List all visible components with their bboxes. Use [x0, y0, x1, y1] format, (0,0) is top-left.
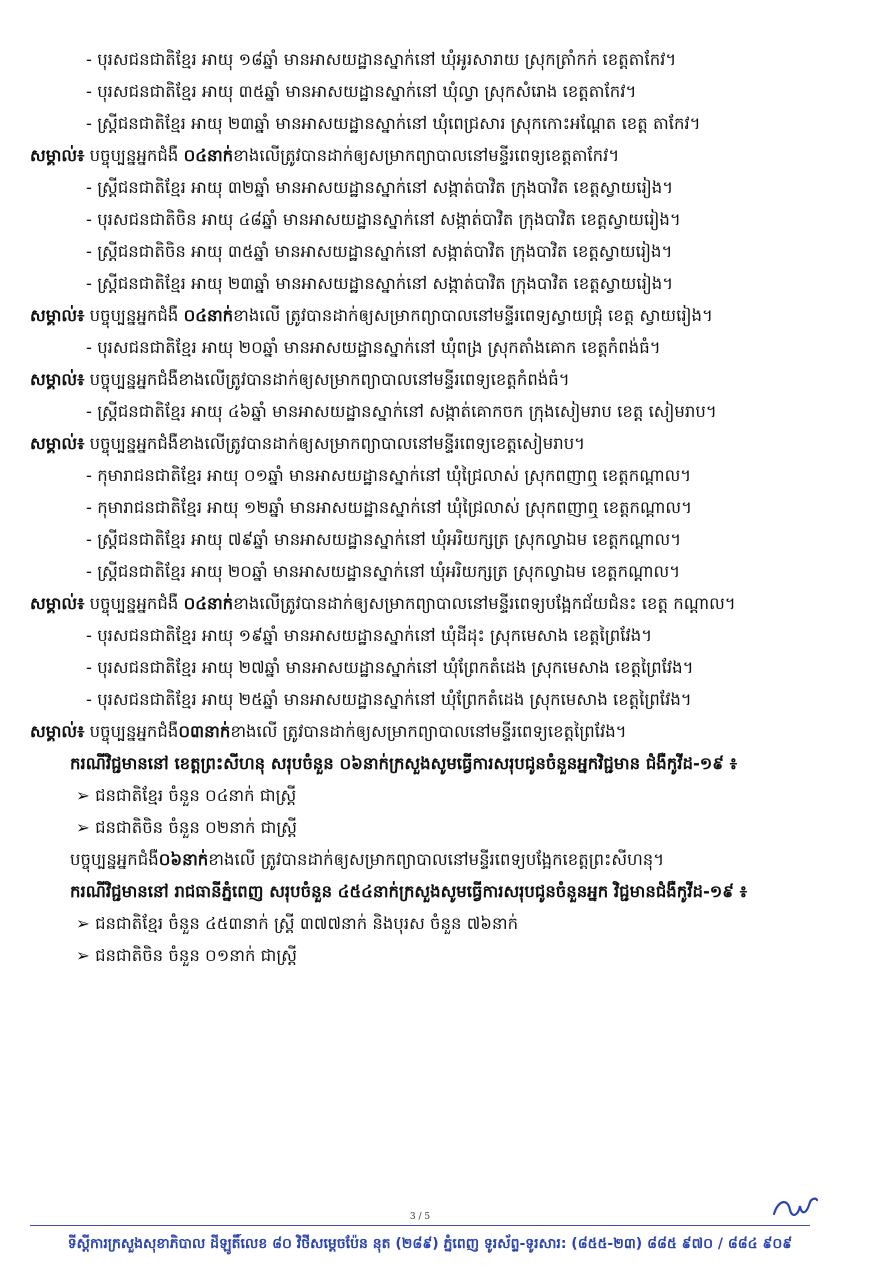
- document-body: [30, 44, 820, 972]
- patient-count: ០៤នាក់: [183, 306, 234, 325]
- status-paragraph: បច្ចុប្បន្នអ្នកជំងឺ០៦នាក់ខាងលើ ត្រូវបានដាក់ឲ្យសម្រាកព្យាបាលនៅមន្ទីរពេទ្យបង្អែកខេត្តព្រះសីហនុ។: [70, 850, 665, 869]
- signature-icon: [770, 1192, 820, 1222]
- case-item: - ស្ត្រីជនជាតិខ្មែរ អាយុ ២៣ឆ្នាំ មានអាសយដ្ឋានស្នាក់នៅ សង្កាត់បាវិត ក្រុងបាវិត ខេត្តស្វាយរៀង។: [86, 274, 674, 293]
- note-label: សម្គាល់៖: [30, 722, 85, 741]
- case-item: - បុរសជនជាតិខ្មែរ អាយុ ២៥ឆ្នាំ មានអាសយដ្ឋានស្នាក់នៅ ឃុំព្រែកតំដេង ស្រុកមេសាង ខេត្តព្រៃវែង។: [86, 690, 692, 709]
- case-item: - ស្ត្រីជនជាតិខ្មែរ អាយុ ៣២ឆ្នាំ មានអាសយដ្ឋានស្នាក់នៅ សង្កាត់បាវិត ក្រុងបាវិត ខេត្តស្វាយរៀង។: [86, 178, 674, 197]
- case-item: - បុរសជនជាតិខ្មែរ អាយុ ២៧ឆ្នាំ មានអាសយដ្ឋានស្នាក់នៅ ឃុំព្រែកតំដេង ស្រុកមេសាង ខេត្តព្រៃវែង។: [86, 658, 694, 677]
- note-label: សម្គាល់៖: [30, 594, 85, 613]
- footer-address: ទីស្តីការក្រសួងសុខាភិបាល ដីឡូតិ៍លេខ ៨០ វិថីសម្តេចប៉ែន នុត (២៨៩) ភ្នំពេញ ទូរស័ព្ទ-ទូរសារ: (៨៥៥-២៣) ៨៨៥ ៩៧០ / ៨៨៤ ៩០៩: [67, 1236, 793, 1252]
- patient-count: ០៣នាក់: [178, 722, 231, 741]
- summary-item: ➢ ជនជាតិខ្មែរ ចំនួន ០៤នាក់ ជាស្ត្រី: [76, 786, 297, 805]
- patient-count: ០៤នាក់: [183, 594, 234, 613]
- case-item: - ស្ត្រីជនជាតិខ្មែរ អាយុ ២៣ឆ្នាំ មានអាសយដ្ឋានស្នាក់នៅ ឃុំពេជ្រសារ ស្រុកកោះអណ្តែត ខេត្ត តាកែវ។: [86, 114, 701, 133]
- patient-count: ០៦នាក់: [158, 850, 209, 869]
- case-item: - កុមារាជនជាតិខ្មែរ អាយុ ១២ឆ្នាំ មានអាសយដ្ឋានស្នាក់នៅ ឃុំជ្រៃលាស់ ស្រុកពញាឮ ខេត្តកណ្តាល។: [86, 498, 692, 517]
- case-item: - បុរសជនជាតិខ្មែរ អាយុ ២០ឆ្នាំ មានអាសយដ្ឋានស្នាក់នៅ ឃុំពង្រ ស្រុកតាំងគោក ខេត្តកំពង់ធំ។: [86, 338, 661, 357]
- summary-item: ➢ ជនជាតិខ្មែរ ចំនួន ៤៥៣នាក់ ស្ត្រី ៣៧៧នាក់ និងបុរស ចំនួន ៧៦នាក់: [76, 914, 519, 933]
- case-item: - ស្ត្រីជនជាតិខ្មែរ អាយុ ៧៩ឆ្នាំ មានអាសយដ្ឋានស្នាក់នៅ ឃុំអរិយក្សត្រ ស្រុកល្វាឯម ខេត្តកណ្តាល។: [86, 530, 682, 549]
- note-label: សម្គាល់៖: [30, 370, 85, 389]
- note-label: សម្គាល់៖: [30, 146, 85, 165]
- section-heading: ករណីវិជ្ជមាននៅ ខេត្តព្រះសីហនុ សរុបចំនួន ០៦នាក់ក្រសួងសូមធ្វើការសរុបជូនចំនួនអ្នកវិជ្ជមាន ជំងឺកូវីដ-១៩ ៖: [70, 754, 737, 773]
- case-item: - ស្ត្រីជនជាតិខ្មែរ អាយុ ៤៦ឆ្នាំ មានអាសយដ្ឋានស្នាក់នៅ សង្កាត់គោកចក ក្រុងសៀមរាប ខេត្ត សៀមរាប។: [86, 402, 717, 421]
- page-number: 3 / 5: [409, 1212, 431, 1222]
- note-line: សម្គាល់៖ បច្ចុប្បន្នអ្នកជំងឺខាងលើត្រូវបានដាក់ឲ្យសម្រាកព្យាបាលនៅមន្ទីរពេទ្យខេត្តសៀមរាប។: [30, 434, 586, 453]
- case-item: - កុមារាជនជាតិខ្មែរ អាយុ ០១ឆ្នាំ មានអាសយដ្ឋានស្នាក់នៅ ឃុំជ្រៃលាស់ ស្រុកពញាឮ ខេត្តកណ្តាល។: [86, 466, 692, 485]
- note-line: សម្គាល់៖ បច្ចុប្បន្នអ្នកជំងឺ០៣នាក់ខាងលើ ត្រូវបានដាក់ឲ្យសម្រាកព្យាបាលនៅមន្ទីរពេទ្យខេត្តព្រៃវែង។: [30, 722, 627, 741]
- case-item: - ស្ត្រីជនជាតិចិន អាយុ ៣៥ឆ្នាំ មានអាសយដ្ឋានស្នាក់នៅ សង្កាត់បាវិត ក្រុងបាវិត ខេត្តស្វាយរៀង។: [86, 242, 673, 261]
- note-label: សម្គាល់៖: [30, 306, 85, 325]
- note-label: សម្គាល់៖: [30, 434, 85, 453]
- note-line: សម្គាល់៖ បច្ចុប្បន្នអ្នកជំងឺ ០៤នាក់ខាងលើ ត្រូវបានដាក់ឲ្យសម្រាកព្យាបាលនៅមន្ទីរពេទ្យស្វាយជ្រុំ ខេត្ត ស្វាយរៀង។: [30, 306, 713, 325]
- note-line: សម្គាល់៖ បច្ចុប្បន្នអ្នកជំងឺ ០៤នាក់ខាងលើត្រូវបានដាក់ឲ្យសម្រាកព្យាបាលនៅមន្ទីរពេទ្យខេត្តតាកែវ។: [30, 146, 620, 165]
- case-item: - បុរសជនជាតិខ្មែរ អាយុ ១៩ឆ្នាំ មានអាសយដ្ឋានស្នាក់នៅ ឃុំដីដុះ ស្រុកមេសាង ខេត្តព្រៃវែង។: [86, 626, 653, 645]
- section-heading: ករណីវិជ្ជមាននៅ រាជធានីភ្នំពេញ សរុបចំនួន ៤៥៤នាក់ក្រសួងសូមធ្វើការសរុបជូនចំនួនអ្នក វិជ្ជមានជំងឺកូវីដ-១៩ ៖: [70, 882, 747, 901]
- footer-divider: [30, 1225, 810, 1226]
- case-item: - ស្ត្រីជនជាតិខ្មែរ អាយុ ២០ឆ្នាំ មានអាសយដ្ឋានស្នាក់នៅ ឃុំអរិយក្សត្រ ស្រុកល្វាឯម ខេត្តកណ្តាល។: [86, 562, 681, 581]
- patient-count: ០៤នាក់: [183, 146, 234, 165]
- case-item: - បុរសជនជាតិខ្មែរ អាយុ ១៨ឆ្នាំ មានអាសយដ្ឋានស្នាក់នៅ ឃុំអូរសារាយ ស្រុកត្រាំកក់ ខេត្តតាកែវ។: [86, 50, 677, 69]
- note-line: សម្គាល់៖ បច្ចុប្បន្នអ្នកជំងឺខាងលើត្រូវបានដាក់ឲ្យសម្រាកព្យាបាលនៅមន្ទីរពេទ្យខេត្តកំពង់ធំ។: [30, 370, 570, 389]
- case-item: - បុរសជនជាតិចិន អាយុ ៤៨ឆ្នាំ មានអាសយដ្ឋានស្នាក់នៅ សង្កាត់បាវិត ក្រុងបាវិត ខេត្តស្វាយរៀង។: [86, 210, 681, 229]
- summary-item: ➢ ជនជាតិចិន ចំនួន ០១នាក់ ជាស្ត្រី: [76, 946, 297, 965]
- note-line: សម្គាល់៖ បច្ចុប្បន្នអ្នកជំងឺ ០៤នាក់ខាងលើត្រូវបានដាក់ឲ្យសម្រាកព្យាបាលនៅមន្ទីរពេទ្យបង្អែកជ័យជំនះ ខេត្ត កណ្តាល។: [30, 594, 736, 613]
- summary-item: ➢ ជនជាតិចិន ចំនួន ០២នាក់ ជាស្ត្រី: [76, 818, 297, 837]
- case-item: - បុរសជនជាតិខ្មែរ អាយុ ៣៥ឆ្នាំ មានអាសយដ្ឋានស្នាក់នៅ ឃុំល្វា ស្រុកសំរោង ខេត្តតាកែវ។: [86, 82, 637, 101]
